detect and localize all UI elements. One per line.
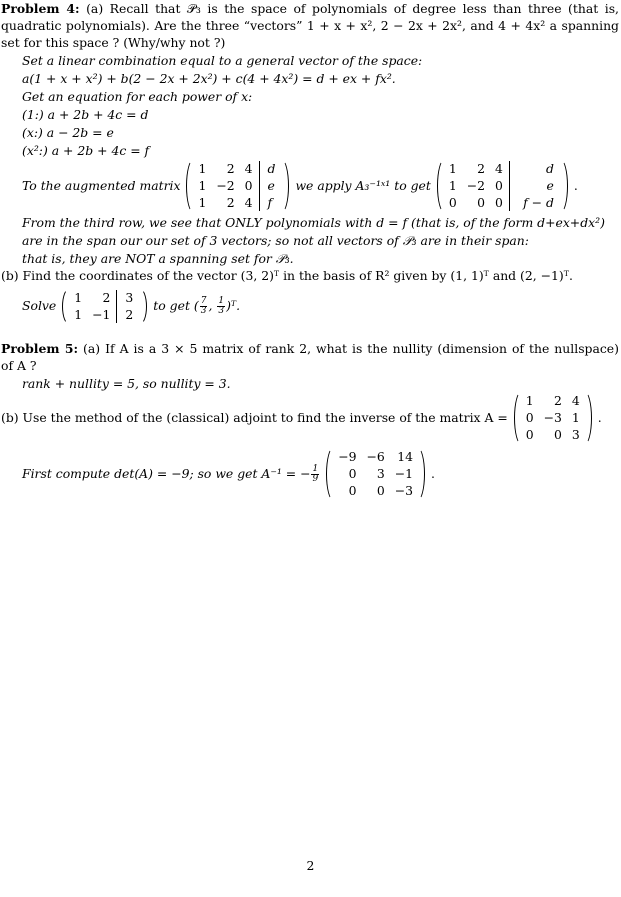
solve-mid: to get (: [153, 298, 199, 314]
problem5-answer-a: rank + nullity = 5, so nullity = 3.: [22, 376, 231, 391]
fraction-7-3: $\frac{7}{3}$: [200, 295, 207, 316]
solve-line: Solve 1 2 1 −1 3 2 to get ( $\frac{7}{3}$ , $\frac{1}{3}$ )ᵀ.: [22, 285, 240, 327]
problem4-sol1: Set a linear combination equal to a general vector of the space:: [22, 53, 423, 68]
problem5-line2: of A ?: [1, 358, 37, 373]
problem4-line1: [1, 0, 619, 18]
augmented-matrix-line: To the augmented matrix 1 2 4 1 −2 0 1 2 4 d e f we apply A₃⁻¹ˣ¹ to get 1 2 4 1 −2 0 0 0 0 d e f − d .: [22, 159, 578, 213]
problem4-eq1: (1:) a + 2b + 4c = d: [22, 107, 149, 122]
matrix-A: 1 2 4 0 −3 1 0 0 3: [512, 391, 594, 445]
problem5-line1: [1, 340, 619, 358]
first-prefix: First compute det(A) = −9; so we get A⁻¹ = −: [22, 466, 311, 482]
problem4-concl3: that is, they are NOT a spanning set for 𝒫₃.: [22, 251, 294, 266]
fraction-1-9: $\frac{1}{9}$: [312, 463, 319, 484]
problem4-heading: Problem 4:: [1, 1, 80, 16]
inverse-matrix: −9 −6 14 0 3 −1 0 0 −3: [324, 447, 427, 501]
problem4-line2: quadratic polynomials). Are the three “vectors” 1 + x + x², 2 − 2x + 2x², and 4 + 4x² a spanning: [1, 18, 619, 33]
problem4-text1: (a) Recall that 𝒫₃ is the space of polynomials of degree less than three (that is,: [86, 1, 619, 16]
problem5-partb-line: (b) Use the method of the (classical) adjoint to find the inverse of the matrix A = 1 2 4 0 −3 1 0 0 3 .: [1, 391, 602, 445]
matrix-2: 1 2 4 1 −2 0 0 0 0 d e f − d: [435, 159, 570, 213]
problem4-eq2: (x:) a − 2b = e: [22, 125, 114, 140]
page-number: 2: [306, 858, 315, 873]
problem4-line3: set for this space ? (Why/why not ?): [1, 35, 226, 50]
problem5-heading: Problem 5:: [1, 341, 79, 356]
problem4-eq3: (x²:) a + 2b + 4c = f: [22, 143, 150, 158]
aug-mid: we apply A₃⁻¹ˣ¹ to get: [295, 178, 431, 194]
partb-prefix: (b) Use the method of the (classical) adjoint to find the inverse of the matrix A =: [1, 410, 508, 426]
aug-prefix: To the augmented matrix: [22, 178, 181, 194]
problem4-concl1: From the third row, we see that ONLY polynomials with d = f (that is, of the form d+ex+dx²): [22, 215, 605, 230]
matrix-1: 1 2 4 1 −2 0 1 2 4 d e f: [184, 159, 291, 213]
solve-matrix: 1 2 1 −1 3 2: [60, 288, 149, 325]
problem5-text1: (a) If A is a 3 × 5 matrix of rank 2, what is the nullity (dimension of the nullspace): [83, 341, 619, 356]
problem4-sol3: Get an equation for each power of x:: [22, 89, 253, 104]
problem4-partb: (b) Find the coordinates of the vector (3, 2)ᵀ in the basis of R² given by (1, 1)ᵀ and (2, −1)ᵀ.: [1, 268, 573, 283]
problem4-concl2: are in the span our our set of 3 vectors; so not all vectors of 𝒫₃ are in their span:: [22, 233, 529, 248]
problem4-sol2: a(1 + x + x²) + b(2 − 2x + 2x²) + c(4 + 4x²) = d + ex + fx².: [22, 71, 396, 86]
fraction-1-3: $\frac{1}{3}$: [218, 295, 225, 316]
inverse-line: First compute det(A) = −9; so we get A⁻¹ = − $\frac{1}{9}$ −9 −6 14 0 3 −1 0 0 −3 .: [22, 447, 435, 501]
solve-prefix: Solve: [22, 298, 57, 314]
